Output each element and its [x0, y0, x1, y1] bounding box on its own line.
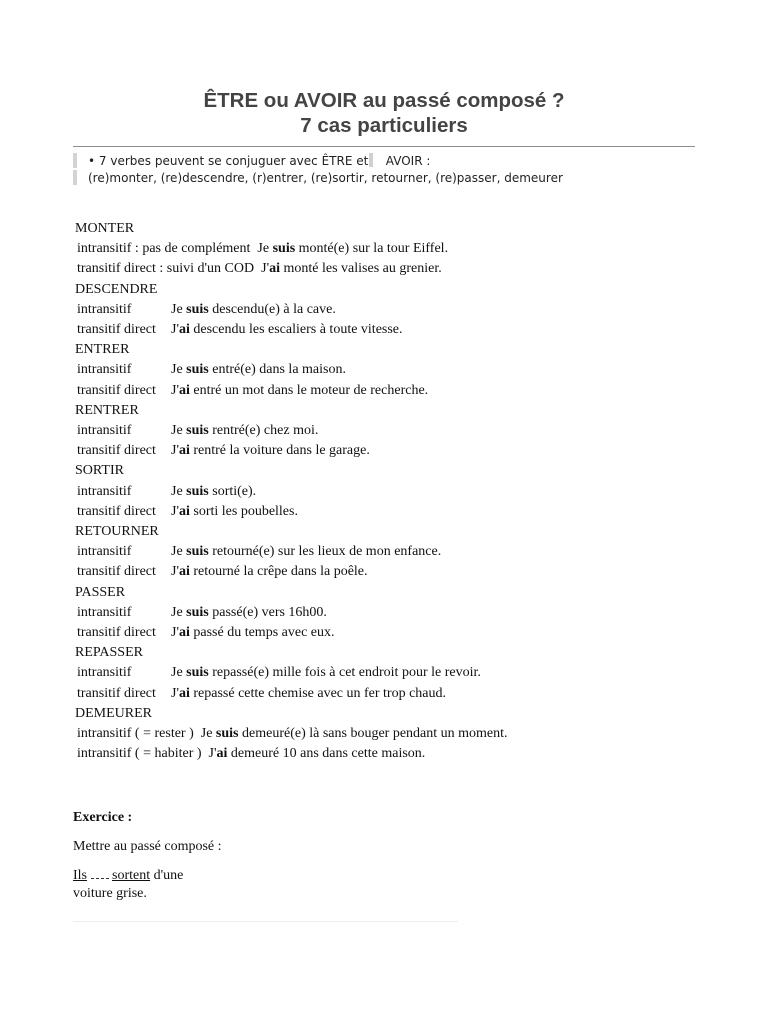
auxiliary: ai — [178, 443, 190, 459]
usage-label: intransitif — [77, 665, 132, 681]
sentence-pronoun: Je — [171, 665, 187, 681]
sentence-pronoun: Je — [171, 604, 187, 620]
auxiliary: suis — [186, 423, 209, 438]
sentence-rest: demeuré 10 ans dans cette maison. — [227, 746, 426, 762]
example-sentence — [171, 443, 370, 458]
exercise-instruction: Mettre au passé composé : — [73, 839, 222, 854]
sentence-rest: demeuré(e) là sans bouger pendant un moment. — [238, 726, 508, 741]
example-sentence — [171, 484, 256, 499]
exercise-sentence-line1 — [73, 868, 183, 884]
example-row — [77, 745, 425, 763]
usage-label: intransitif — [77, 423, 132, 438]
sentence-pronoun: J' — [171, 564, 179, 580]
sentence-pronoun: Je — [171, 544, 187, 560]
exercise-after: d'une — [150, 868, 184, 883]
usage-label: transitif direct — [77, 685, 156, 701]
example-row — [77, 442, 370, 460]
usage-label: transitif direct : suivi d'un COD — [77, 261, 255, 277]
sentence-rest: entré un mot dans le moteur de recherche. — [189, 382, 429, 398]
auxiliary: suis — [186, 665, 209, 681]
note-text-1a: • 7 verbes peuvent se conjuguer avec ÊTRE et — [88, 154, 369, 168]
auxiliary: ai — [178, 503, 190, 519]
usage-label: transitif direct — [77, 322, 156, 337]
title-divider — [73, 146, 695, 147]
example-row — [77, 260, 442, 278]
sentence-rest: retourné(e) sur les lieux de mon enfance. — [208, 544, 442, 560]
example-sentence — [171, 665, 481, 680]
example-sentence — [171, 383, 428, 398]
usage-label: intransitif ( = rester ) — [77, 726, 194, 741]
exercise-heading: Exercice : — [73, 810, 133, 825]
usage-label: intransitif — [77, 544, 132, 560]
sentence-pronoun: J' — [171, 685, 179, 701]
sentence-rest: repassé cette chemise avec un fer trop chaud. — [189, 685, 447, 701]
sentence-pronoun: Je — [257, 241, 273, 257]
example-row — [77, 624, 335, 642]
auxiliary: ai — [178, 322, 190, 337]
sentence-pronoun: J' — [171, 443, 179, 459]
auxiliary: ai — [178, 564, 190, 580]
example-sentence — [201, 726, 508, 741]
example-sentence — [171, 423, 318, 438]
example-sentence — [171, 544, 441, 559]
auxiliary: ai — [178, 685, 190, 701]
usage-label: transitif direct — [77, 443, 156, 459]
verb-heading: DEMEURER — [75, 705, 152, 721]
auxiliary: ai — [178, 382, 190, 398]
example-row — [77, 604, 327, 622]
sentence-pronoun: J' — [171, 382, 179, 398]
verb-heading: PASSER — [75, 584, 126, 600]
example-sentence — [171, 564, 368, 579]
auxiliary: suis — [215, 726, 239, 741]
sentence-rest: rentré la voiture dans le garage. — [189, 443, 370, 459]
example-row — [77, 503, 298, 521]
example-sentence — [171, 362, 346, 377]
sentence-rest: sorti les poubelles. — [189, 503, 298, 519]
sentence-pronoun: J' — [261, 261, 270, 277]
sentence-pronoun: Je — [171, 362, 187, 378]
auxiliary: ai — [216, 746, 228, 762]
usage-label: intransitif — [77, 301, 132, 317]
spacer — [202, 746, 209, 761]
verb-heading: RENTRER — [75, 402, 139, 418]
example-sentence — [171, 322, 403, 337]
sentence-pronoun: Je — [200, 726, 216, 741]
auxiliary: suis — [186, 483, 209, 499]
example-sentence — [171, 302, 336, 317]
sentence-rest: passé du temps avec eux. — [189, 625, 335, 640]
sentence-pronoun: J' — [171, 625, 179, 640]
verb-heading: DESCENDRE — [75, 281, 158, 297]
exercise-sentence-line2: voiture grise. — [73, 886, 147, 901]
usage-label: intransitif ( = habiter ) — [77, 746, 202, 762]
note-margin-marker — [73, 170, 77, 185]
sentence-pronoun: Je — [171, 423, 187, 438]
page-title-line2: 7 cas particuliers — [300, 114, 468, 137]
example-sentence — [171, 625, 335, 640]
usage-label: transitif direct — [77, 382, 156, 398]
spacer — [194, 726, 201, 741]
exercise-subject: Ils — [73, 868, 87, 883]
note-text-1b: AVOIR : — [385, 154, 431, 168]
note-text-2: (re)monter, (re)descendre, (r)entrer, (re)sortir, retourner, (re)passer, demeurer — [88, 171, 563, 185]
sentence-rest: monté(e) sur la tour Eiffel. — [295, 241, 449, 257]
sentence-rest: retourné la crêpe dans la poêle. — [189, 564, 368, 580]
usage-label: intransitif — [77, 604, 132, 620]
sentence-pronoun: Je — [171, 301, 187, 317]
usage-label: intransitif — [77, 483, 132, 499]
sentence-rest: sorti(e). — [208, 483, 257, 499]
verb-heading: ENTRER — [75, 342, 130, 358]
example-sentence — [261, 261, 442, 276]
verb-heading: REPASSER — [75, 645, 143, 661]
verb-heading: SORTIR — [75, 463, 124, 479]
example-row — [77, 361, 346, 379]
auxiliary: ai — [269, 261, 280, 277]
example-row — [77, 685, 446, 703]
sentence-rest: descendu(e) à la cave. — [208, 301, 336, 317]
example-row — [77, 543, 441, 561]
exercise-blank[interactable] — [91, 868, 109, 879]
example-row — [77, 301, 336, 319]
example-sentence — [171, 605, 327, 620]
example-row — [77, 725, 508, 743]
usage-label: intransitif : pas de complément — [77, 241, 251, 257]
example-row — [77, 382, 428, 400]
verb-heading: MONTER — [75, 221, 135, 236]
auxiliary: suis — [186, 301, 209, 317]
usage-label: intransitif — [77, 362, 132, 378]
sentence-rest: passé(e) vers 16h00. — [208, 604, 327, 620]
example-sentence — [171, 686, 446, 701]
exercise-verb: sortent — [112, 868, 151, 883]
sentence-rest: rentré(e) chez moi. — [208, 423, 319, 438]
example-sentence — [257, 241, 448, 256]
auxiliary: ai — [178, 625, 190, 640]
example-row — [77, 422, 318, 440]
sentence-rest: entré(e) dans la maison. — [208, 362, 346, 378]
sentence-pronoun: J' — [208, 746, 217, 762]
example-row — [77, 664, 481, 682]
example-row — [77, 483, 256, 501]
sentence-rest: repassé(e) mille fois à cet endroit pour le revoir. — [208, 665, 481, 681]
auxiliary: suis — [186, 604, 209, 620]
sentence-pronoun: Je — [171, 483, 187, 499]
example-sentence — [209, 746, 426, 761]
sentence-rest: descendu les escaliers à toute vitesse. — [189, 322, 403, 337]
sentence-rest: monté les valises au grenier. — [280, 261, 442, 277]
sentence-pronoun: J' — [171, 322, 179, 337]
example-row — [77, 321, 403, 339]
usage-label: transitif direct — [77, 564, 156, 580]
auxiliary: suis — [272, 241, 296, 257]
example-row — [77, 240, 448, 258]
example-sentence — [171, 504, 298, 519]
auxiliary: suis — [186, 544, 209, 560]
example-row — [77, 563, 368, 581]
auxiliary: suis — [186, 362, 209, 378]
verb-heading: RETOURNER — [75, 524, 159, 539]
usage-label: transitif direct — [77, 625, 156, 640]
note-highlight-mark — [369, 153, 373, 167]
bottom-divider — [73, 921, 458, 922]
note-margin-marker — [73, 153, 77, 168]
sentence-pronoun: J' — [171, 503, 179, 519]
usage-label: transitif direct — [77, 503, 156, 519]
page-title-line1: ÊTRE ou AVOIR au passé composé ? — [203, 89, 565, 112]
